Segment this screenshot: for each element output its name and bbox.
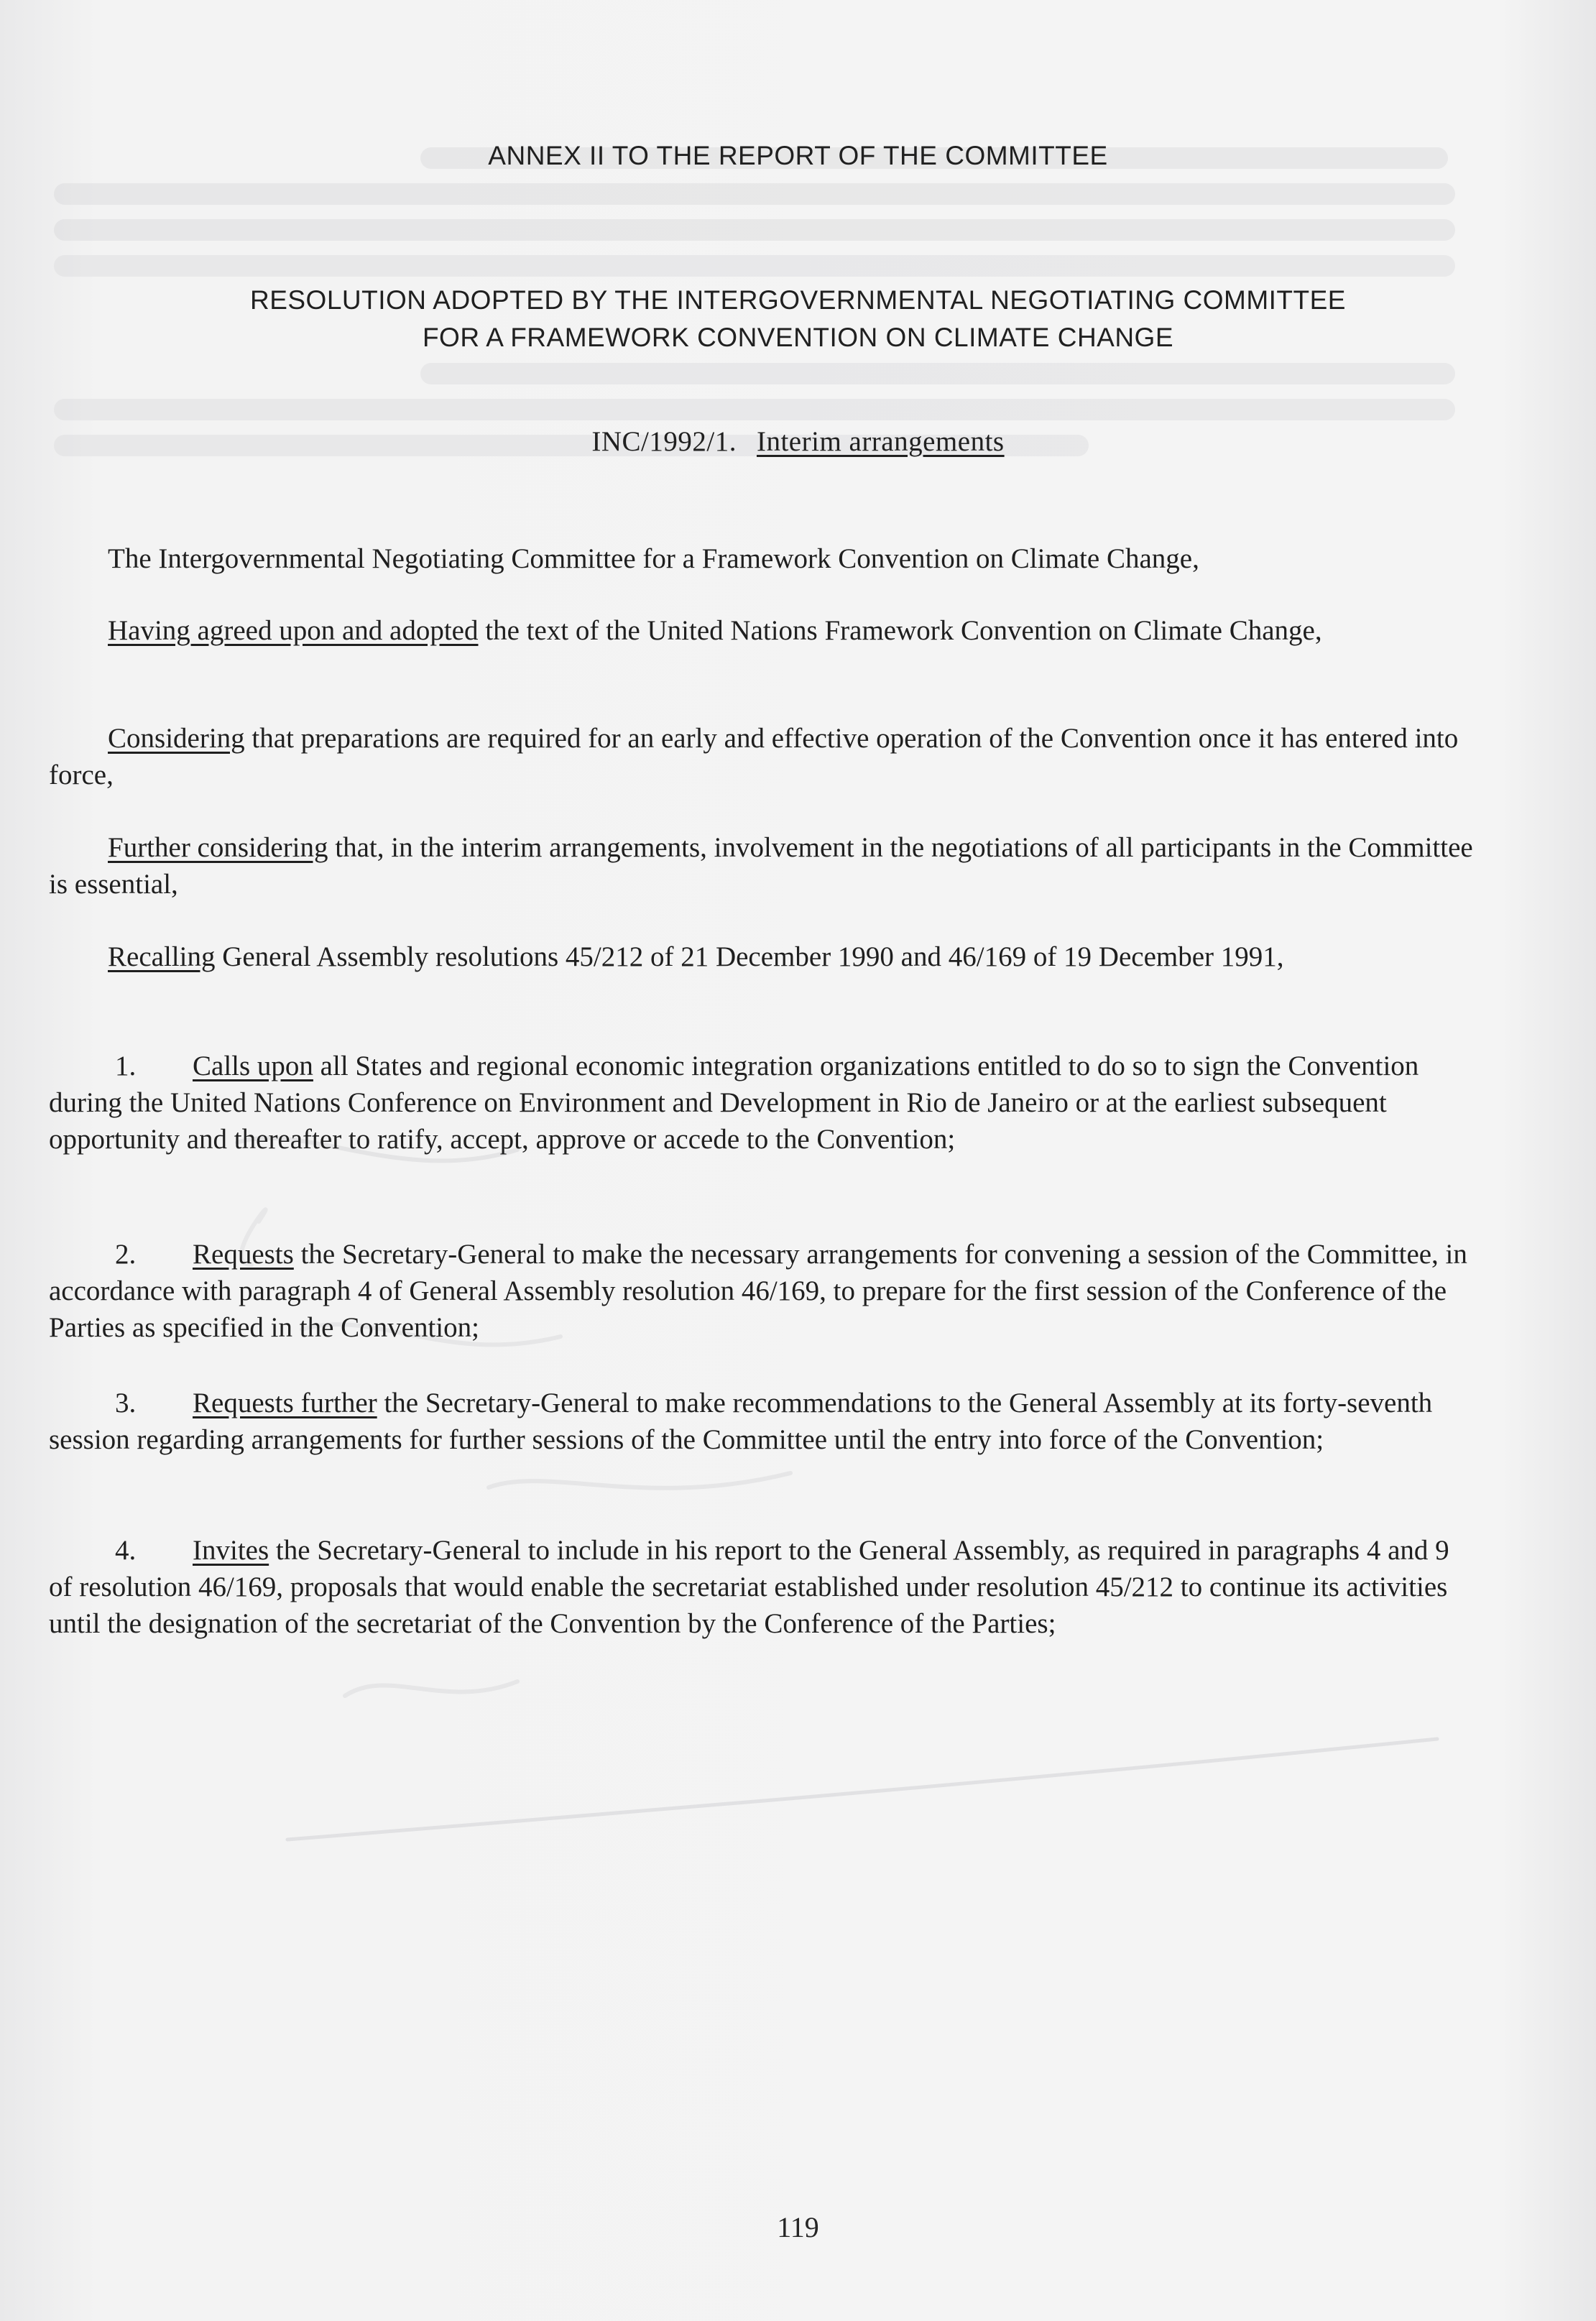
preamble-lead-recalling: Recalling [108, 941, 216, 972]
operative-lead-requests-further: Requests further [193, 1388, 377, 1418]
annex-title: ANNEX II TO THE REPORT OF THE COMMITTEE [488, 141, 1108, 170]
operative-paragraph-2: 2. Requests the Secretary-General to make the necessary arrangements for convening a session of the Committee, in accordance with paragraph 4 of General Assembly resolution 46/169, to prepare for the first session of the Conference of the Parties as specified in the Convention; [49, 1236, 1479, 1346]
operative-number: 3. [115, 1388, 137, 1418]
preamble-opening: The Intergovernmental Negotiating Committee for a Framework Convention on Climate Change, [108, 543, 1199, 574]
operative-paragraph-4: 4. Invites the Secretary-General to include in his report to the General Assembly, as required in paragraphs 4 and 9 of resolution 46/169, proposals that would enable the secretariat established under resolution 45/212 to continue its activities until the designation of the secretariat of the Convention by the Conference of the Parties; [49, 1532, 1479, 1642]
operative-lead-calls-upon: Calls upon [193, 1051, 313, 1081]
preamble-lead-further-considering: Further considering [108, 832, 328, 863]
operative-lead-requests: Requests [193, 1239, 294, 1270]
preamble-lead-considering: Considering [108, 723, 245, 754]
operative-number: 2. [115, 1239, 137, 1270]
operative-paragraph-1: 1. Calls upon all States and regional economic integration organizations entitled to do so to sign the Convention during the United Nations Conference on Environment and Development in Rio de Janeiro or at the earliest subsequent opportunity and thereafter to ratify, accept, approve or accede to the Convention; [49, 1048, 1479, 1158]
resolution-subject: Interim arrangements [756, 426, 1005, 457]
preamble-paragraph-4: Further considering that, in the interim arrangements, involvement in the negotiations of all participants in the Committee is essential, [49, 832, 1473, 900]
page-number: 119 [777, 2211, 819, 2243]
resolution-title [0, 282, 1596, 356]
preamble-paragraph-3: Considering that preparations are required for an early and effective operation of the Convention once it has entered into force, [49, 723, 1459, 790]
preamble-paragraph-5: Recalling General Assembly resolutions 45/212 of 21 December 1990 and 46/169 of 19 December 1991, [108, 941, 1284, 972]
preamble-lead-having-agreed: Having agreed upon and adopted [108, 615, 479, 646]
resolution-title-line-2: FOR A FRAMEWORK CONVENTION ON CLIMATE CHANGE [422, 323, 1174, 352]
operative-lead-invites: Invites [193, 1535, 269, 1566]
resolution-number: INC/1992/1. [591, 426, 737, 457]
operative-paragraph-3: 3. Requests further the Secretary-General to make recommendations to the General Assembly at its forty-seventh session regarding arrangements for further sessions of the Committee until the entry into force of the Convention; [49, 1385, 1479, 1458]
preamble-paragraph-2: Having agreed upon and adopted the text of the United Nations Framework Convention on Climate Change, [108, 615, 1322, 646]
operative-number: 4. [115, 1535, 137, 1566]
operative-number: 1. [115, 1051, 137, 1081]
resolution-identifier [0, 425, 1596, 458]
resolution-title-line-1: RESOLUTION ADOPTED BY THE INTERGOVERNMENTAL NEGOTIATING COMMITTEE [249, 285, 1346, 315]
